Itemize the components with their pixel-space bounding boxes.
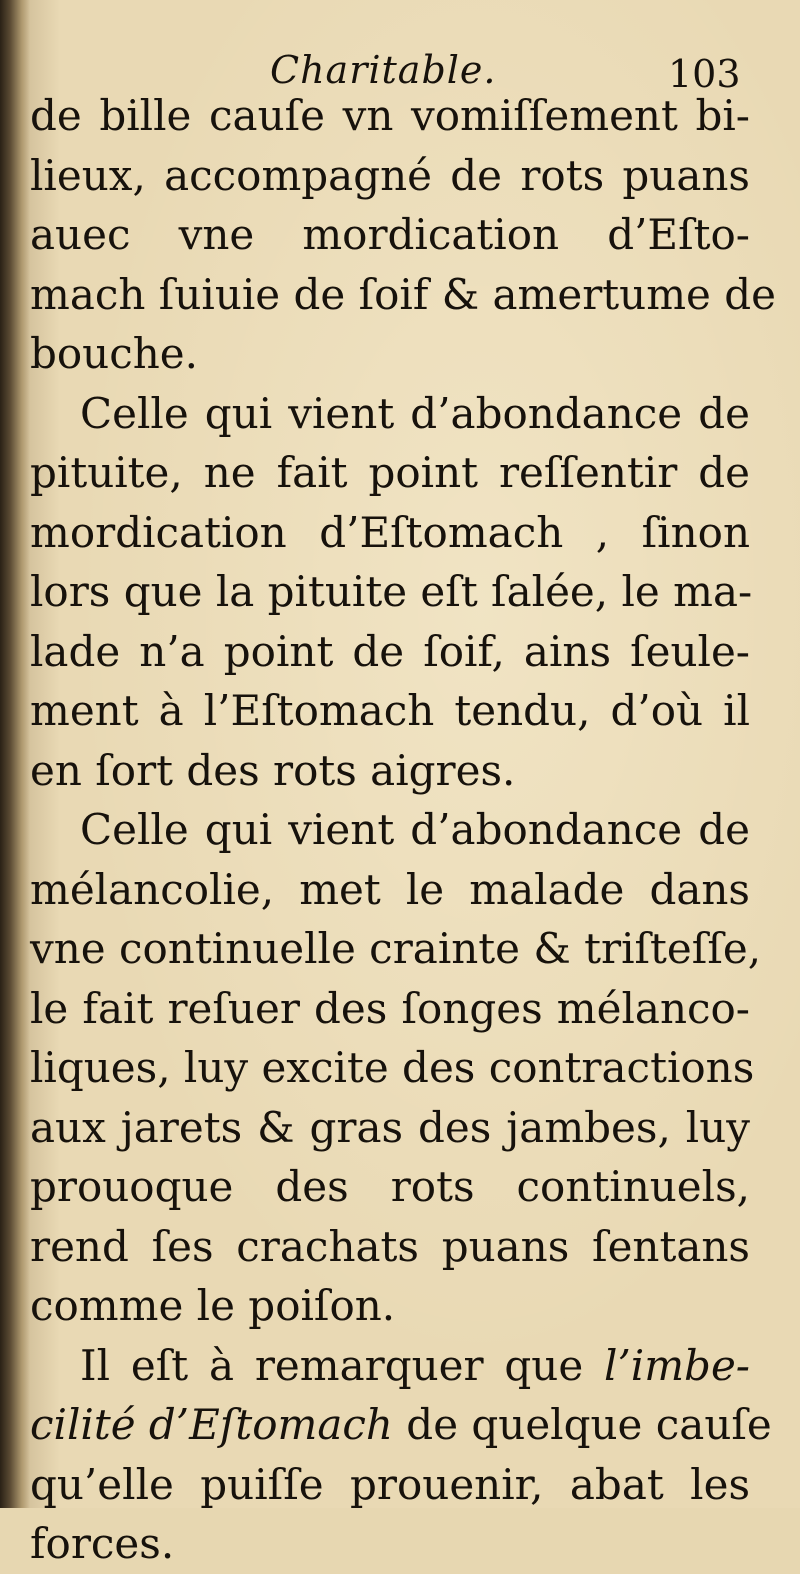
text-run: Il eſt à remarquer que [80,1340,605,1390]
text-line: rend ſes crachats puans ſentans [30,1221,750,1271]
paragraph [30,800,762,1336]
text-line: en ſort des rots aigres. [30,745,516,795]
text-line: mach ſuiuie de ſoif & amertume de [30,269,776,319]
text-line: mordication d’Eſtomach , ſinon [30,507,750,557]
text-line: de bille cauſe vn vomiſſement bi- [30,91,750,140]
text-line: mélancolie, met le malade dans [30,864,750,914]
text-line: le fait reſuer des ſonges mélanco- [30,983,750,1033]
text-line: prouoque des rots continuels, [30,1162,750,1211]
text-line: Celle qui vient d’abondance de [80,388,750,438]
text-line: lade n’a point de ſoif, ains ſeule- [30,626,750,676]
text-line: liques, luy excite des contractions [30,1043,755,1092]
running-head: Charitable. [270,48,497,92]
italic-term: l’imbe- [604,1340,750,1390]
text-line: aux jarets & gras des jambes, luy [30,1102,750,1152]
text-line: qu’elle puiſſe prouenir, abat les [30,1459,750,1509]
text-line: vne continuelle crainte & triſteſſe, [30,924,762,973]
paragraph [30,1336,772,1574]
text-line: forces. [30,1519,175,1568]
text-line: auec vne mordication d’Eſto- [30,210,750,259]
text-line: bouche. [30,329,198,378]
page-number: 103 [668,52,741,96]
text-line: lieux, accompagné de rots puans [30,150,750,200]
body-text [30,86,776,1574]
book-gutter [0,0,30,1508]
text-line: pituite, ne fait point reſſentir de [30,448,750,497]
text-run: de quelque cauſe [392,1400,772,1449]
text-line: Celle qui vient d’abondance de [80,805,750,854]
text-line: ment à l’Eſtomach tendu, d’où il [30,686,750,735]
paragraph [30,86,776,384]
text-line [30,1336,750,1396]
text-line [30,1395,772,1455]
paragraph [30,384,753,801]
text-line: lors que la pituite eſt ſalée, le ma- [30,567,753,616]
italic-term: cilité d’Eſtomach [30,1400,393,1449]
text-line: comme le poiſon. [30,1281,396,1330]
